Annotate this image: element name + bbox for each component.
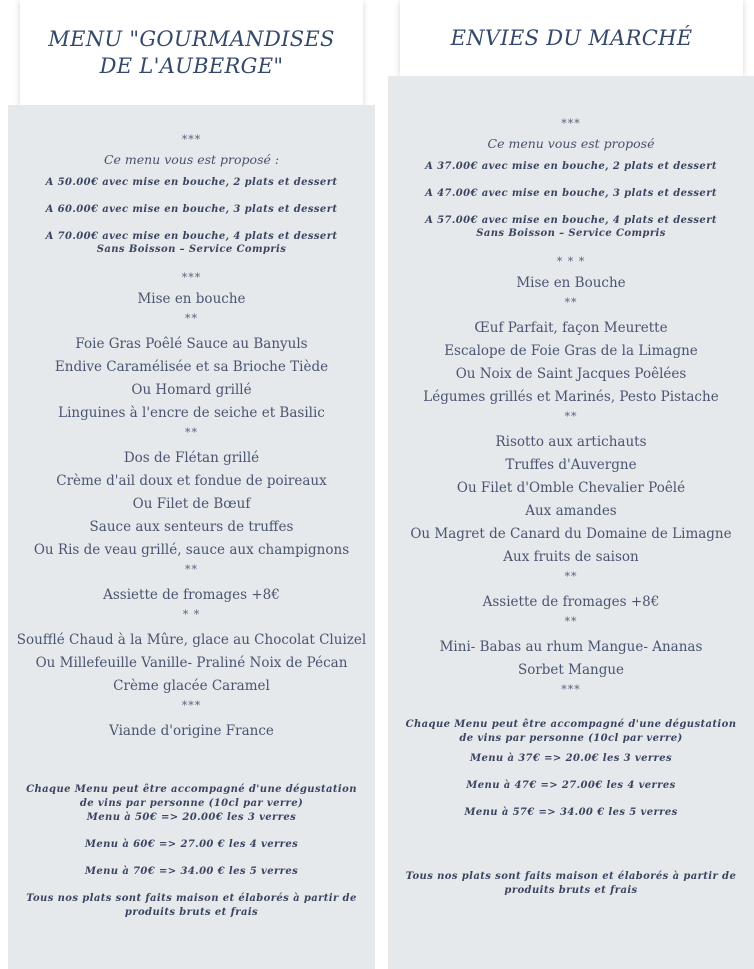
menu-panel (8, 105, 375, 969)
menu-content (8, 132, 375, 920)
price-line: A 47.00€ avec mise en bouche, 3 plats et dessert (425, 188, 717, 199)
price-line: A 50.00€ avec mise en bouche, 2 plats et dessert (45, 177, 338, 188)
wine-pairing-line: Menu à 50€ => 20.00€ les 3 verres (86, 812, 297, 823)
separator: * * * (556, 255, 586, 268)
separator: * * (182, 608, 201, 621)
wine-pairing-intro: Chaque Menu peut être accompagné d'une dégustation de vins par personne (10cl par verre) (26, 784, 357, 809)
dish-item: Ou Noix de Saint Jacques Poêlées (455, 366, 687, 382)
cheese-course: Assiette de fromages +8€ (482, 594, 660, 610)
dessert-item: Mini- Babas au rhum Mangue- Ananas (439, 639, 703, 655)
wine-pairing-intro: Chaque Menu peut être accompagné d'une dégustation de vins par personne (10cl par verre) (405, 719, 737, 744)
dish-item: Crème d'ail doux et fondue de poireaux (56, 473, 327, 489)
dish-item: Linguines à l'encre de seiche et Basilic (58, 405, 325, 421)
amuse-bouche: Mise en bouche (137, 291, 246, 307)
dish-item: Ou Filet d'Omble Chevalier Poêlé (456, 480, 686, 496)
wine-pairing-line: Menu à 37€ => 20.0€ les 3 verres (469, 753, 673, 764)
menu-intro: Ce menu vous est proposé (487, 136, 655, 151)
dessert-item: Crème glacée Caramel (113, 678, 270, 694)
dessert-item: Ou Millefeuille Vanille- Praliné Noix de Pécan (35, 655, 348, 671)
wine-pairing-line: Menu à 60€ => 27.00 € les 4 verres (84, 839, 299, 850)
separator: ** (185, 312, 198, 325)
separator: ** (564, 296, 578, 309)
dish-item: Sauce aux senteurs de truffes (89, 519, 294, 535)
separator: *** (561, 683, 581, 696)
dish-item: Dos de Flétan grillé (123, 450, 260, 466)
dish-item: Ou Homard grillé (131, 382, 252, 398)
meat-origin-note: Viande d'origine France (109, 723, 274, 739)
dish-item: Ou Ris de veau grillé, sauce aux champignons (33, 542, 350, 558)
separator: ** (564, 410, 578, 423)
dish-item: Ou Filet de Bœuf (132, 496, 251, 512)
menu-title: MENU "GOURMANDISES DE L'AUBERGE" (48, 26, 335, 78)
price-line: A 37.00€ avec mise en bouche, 2 plats et dessert (425, 161, 717, 172)
wine-pairing-line: Menu à 57€ => 34.00 € les 5 verres (464, 807, 678, 818)
separator: ** (564, 570, 578, 583)
separator: ** (185, 563, 198, 576)
dish-item: Légumes grillés et Marinés, Pesto Pistache (423, 389, 719, 405)
service-note: Sans Boisson – Service Compris (476, 228, 666, 239)
dish-item: Truffes d'Auvergne (505, 457, 637, 473)
dish-item: Endive Caramélisée et sa Brioche Tiède (54, 359, 329, 375)
dish-item: Aux fruits de saison (503, 549, 639, 565)
dish-item: Œuf Parfait, façon Meurette (474, 320, 668, 336)
separator: ** (564, 615, 578, 628)
dish-item: Ou Magret de Canard du Domaine de Limagne (410, 526, 732, 542)
dish-item: Escalope de Foie Gras de la Limagne (444, 343, 698, 359)
dish-item: Foie Gras Poêlé Sauce au Banyuls (75, 336, 308, 352)
separator: *** (181, 133, 202, 146)
dessert-item: Soufflé Chaud à la Mûre, glace au Chocolat Cluizel (16, 632, 367, 648)
homemade-note: Tous nos plats sont faits maison et élaborés à partir de produits bruts et frais (405, 871, 737, 896)
price-line: A 60.00€ avec mise en bouche, 3 plats et dessert (45, 204, 338, 215)
dish-item: Risotto aux artichauts (495, 434, 647, 450)
separator: *** (181, 699, 202, 712)
amuse-bouche: Mise en Bouche (516, 275, 626, 291)
separator: *** (561, 117, 581, 130)
wine-pairing-line: Menu à 47€ => 27.00€ les 4 verres (466, 780, 676, 791)
menu-panel (388, 76, 754, 969)
dessert-item: Sorbet Mangue (517, 662, 625, 678)
separator: ** (185, 426, 198, 439)
menu-content (388, 116, 754, 898)
price-line: A 57.00€ avec mise en bouche, 4 plats et dessert (425, 215, 717, 226)
menu-title: ENVIES DU MARCHÉ (450, 25, 693, 50)
homemade-note: Tous nos plats sont faits maison et élaborés à partir de produits bruts et frais (26, 893, 357, 918)
menu-intro: Ce menu vous est proposé : (103, 152, 280, 167)
wine-pairing-line: Menu à 70€ => 34.00 € les 5 verres (84, 866, 299, 877)
price-line: A 70.00€ avec mise en bouche, 4 plats et dessert (45, 231, 338, 242)
service-note: Sans Boisson – Service Compris (96, 244, 287, 255)
separator: *** (181, 271, 202, 284)
menu-title-card (20, 0, 363, 105)
dish-item: Aux amandes (525, 503, 617, 519)
cheese-course: Assiette de fromages +8€ (103, 587, 280, 603)
menu-title-card (400, 0, 743, 76)
